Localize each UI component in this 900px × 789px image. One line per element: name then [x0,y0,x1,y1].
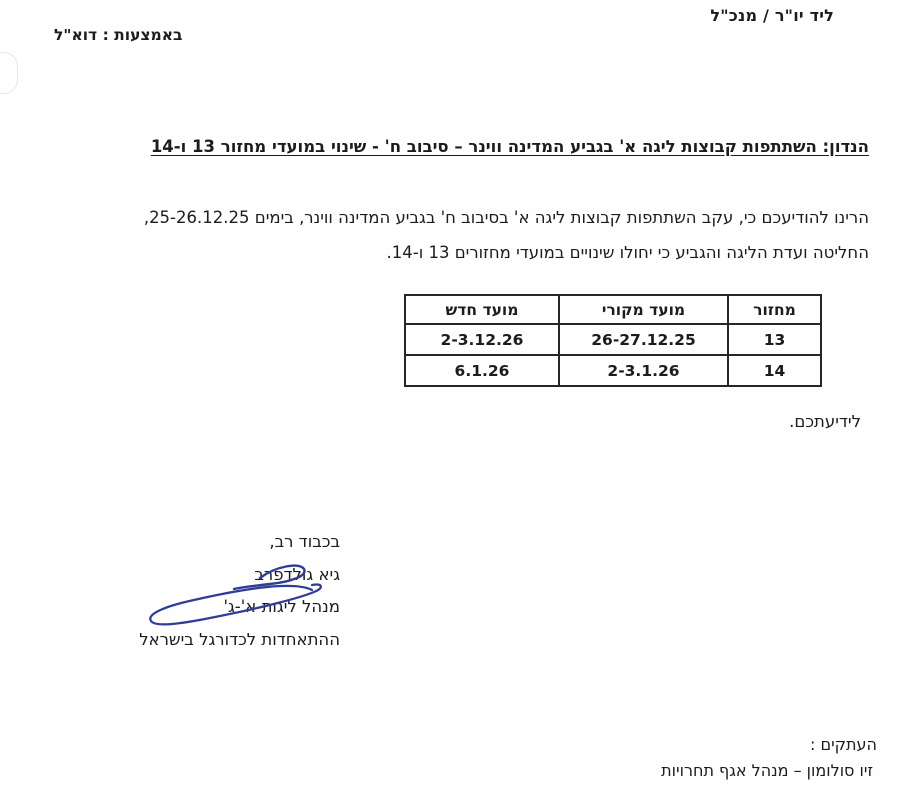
schedule-table [404,294,822,387]
signature-block [139,526,340,656]
body-line-1: הרינו להודיעכם כי, עקב השתתפות קבוצות ליגה א' בסיבוב ח' בגביע המדינה ווינר, בימים 25-26.12.25, [143,208,869,227]
table-header-row [405,295,821,324]
cell-new-date-14: 6.1.26 [405,355,559,386]
cell-round-13: 13 [728,324,821,355]
header-delivery-method: באמצעות : דוא"ל [54,26,183,44]
header-round: מחזור [728,295,821,324]
fyi-note: לידיעתכם. [789,412,861,431]
round-dates-table [404,294,822,387]
cell-orig-date-14: 2-3.1.26 [559,355,728,386]
table-row [405,324,821,355]
cell-round-14: 14 [728,355,821,386]
header-original-date: מועד מקורי [559,295,728,324]
header-new-date: מועד חדש [405,295,559,324]
scan-page-edge-artifact [0,52,18,94]
copies-label: העתקים : [809,735,877,754]
copies-recipient: זיו סולומון – מנהל אגף תחרויות [661,761,873,780]
header-recipient-line: ליד יו"ר / מנכ"ל [710,6,834,25]
signer-title: מנהל ליגות א'-ג' [223,597,340,616]
body-paragraph [28,200,869,270]
cell-orig-date-13: 26-27.12.25 [559,324,728,355]
table-row [405,355,821,386]
body-line-2: החליטה ועדת הליגה והגביע כי יחולו שינויים במועדי מחזורים 13 ו-14. [386,243,869,262]
signer-name: גיא גולדפרב [254,564,340,584]
signer-organization: ההתאחדות לכדורגל בישראל [139,629,340,649]
subject-line: הנדון: השתתפות קבוצות ליגה א' בגביע המדינה ווינר – סיבוב ח' - שינוי במועדי מחזור 13 ו-14 [150,137,869,156]
closing-salutation: בכבוד רב, [269,532,340,551]
cell-new-date-13: 2-3.12.26 [405,324,559,355]
